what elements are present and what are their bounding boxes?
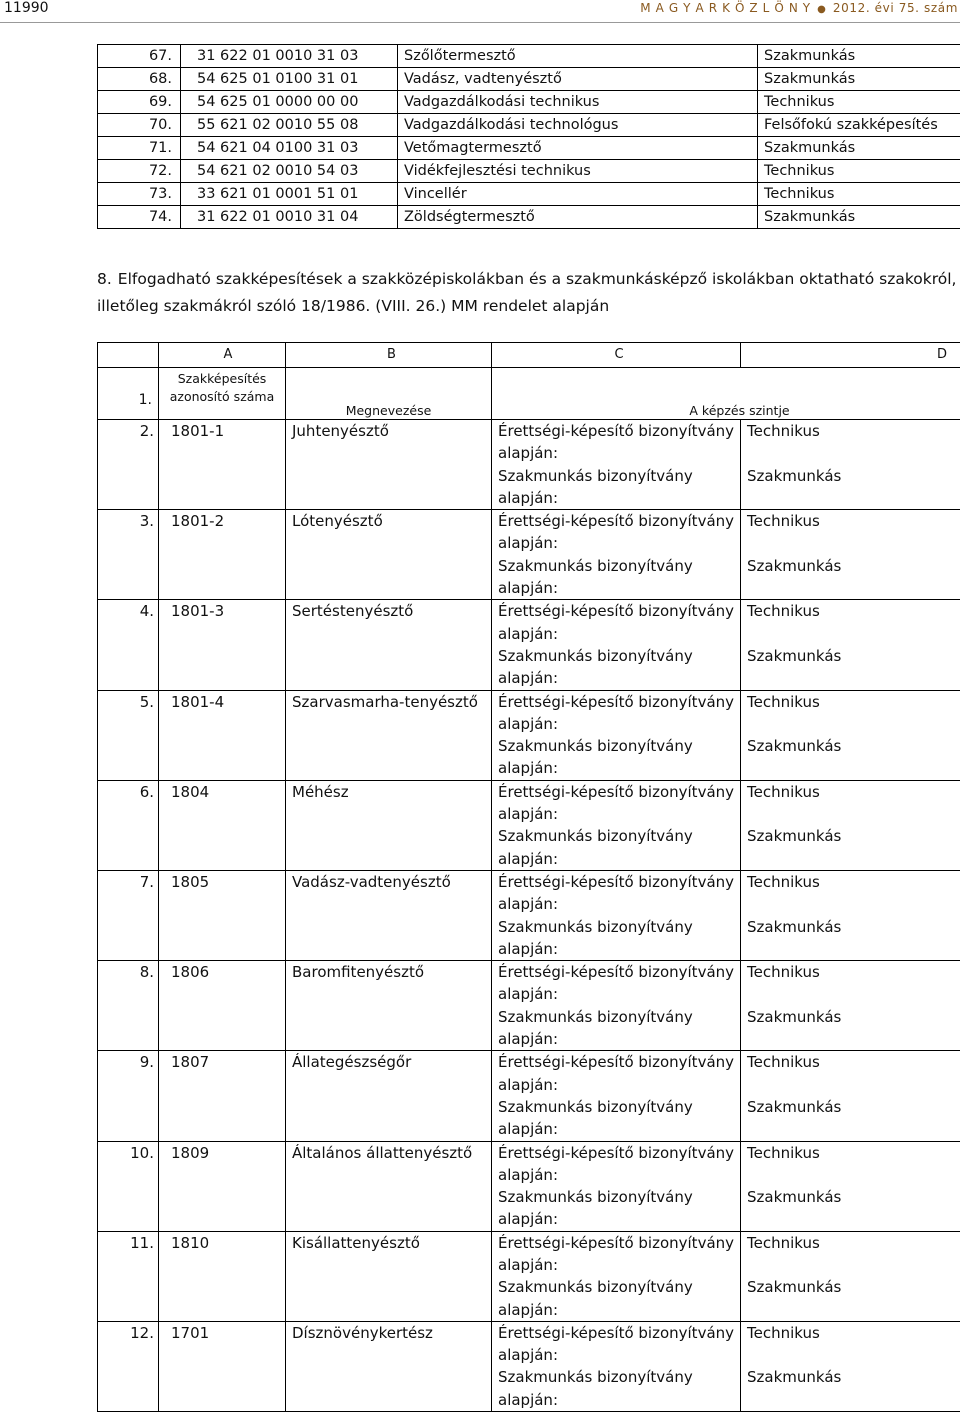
qualification-name: Juhtenyésztő (286, 420, 492, 510)
qualification-code: 54 625 01 0100 31 01 (181, 68, 398, 91)
table1-body (98, 45, 960, 229)
qualification-name: Vadgazdálkodási technikus (398, 91, 758, 114)
qualification-code: 54 621 04 0100 31 03 (181, 137, 398, 160)
column-header-code: Szakképesítés azonosító száma (159, 368, 286, 420)
qualification-code: 1801-3 (159, 600, 286, 690)
prerequisite-skilled-worker: Szakmunkás bizonyítvány alapján: (498, 1366, 740, 1411)
row-number: 70. (98, 114, 181, 137)
prerequisite-cell (492, 420, 741, 510)
prerequisite-cell (492, 1231, 741, 1321)
column-letter-row (98, 343, 960, 368)
level-technician: Technikus (747, 1142, 960, 1187)
section-heading (97, 266, 959, 320)
row-number: 11. (98, 1231, 159, 1321)
qualification-level: Technikus (758, 160, 960, 183)
prerequisite-skilled-worker: Szakmunkás bizonyítvány alapján: (498, 645, 740, 690)
training-level-cell (741, 780, 960, 870)
prerequisite-matura: Érettségi-képesítő bizonyítvány alapján: (498, 1322, 740, 1367)
level-skilled-worker: Szakmunkás (747, 1006, 960, 1051)
qualification-code: 1810 (159, 1231, 286, 1321)
prerequisite-matura: Érettségi-képesítő bizonyítvány alapján: (498, 510, 740, 555)
level-skilled-worker: Szakmunkás (747, 1186, 960, 1231)
table-row (98, 114, 960, 137)
prerequisite-skilled-worker: Szakmunkás bizonyítvány alapján: (498, 1276, 740, 1321)
column-letter-a: A (159, 343, 286, 368)
qualification-level: Szakmunkás (758, 68, 960, 91)
bullet-icon: ● (817, 4, 826, 15)
qualification-code: 55 621 02 0010 55 08 (181, 114, 398, 137)
table-row (98, 780, 960, 870)
qualification-code: 1804 (159, 780, 286, 870)
column-letter-c: C (492, 343, 741, 368)
header-divider (0, 22, 960, 23)
level-technician: Technikus (747, 420, 960, 465)
row-number: 7. (98, 870, 159, 960)
qualification-level: Szakmunkás (758, 137, 960, 160)
qualification-level: Technikus (758, 183, 960, 206)
qualification-name: Kisállattenyésztő (286, 1231, 492, 1321)
qualification-name: Vidékfejlesztési technikus (398, 160, 758, 183)
prerequisite-skilled-worker: Szakmunkás bizonyítvány alapján: (498, 735, 740, 780)
qualification-code: 1801-4 (159, 690, 286, 780)
prerequisite-skilled-worker: Szakmunkás bizonyítvány alapján: (498, 1096, 740, 1141)
row-number: 5. (98, 690, 159, 780)
table-row (98, 45, 960, 68)
prerequisite-cell (492, 600, 741, 690)
table-row (98, 690, 960, 780)
qualification-name: Zöldségtermesztő (398, 206, 758, 229)
qualification-code: 1701 (159, 1321, 286, 1411)
row-number: 4. (98, 600, 159, 690)
table-row (98, 1141, 960, 1231)
qualification-code: 1805 (159, 870, 286, 960)
column-letter-b: B (286, 343, 492, 368)
table-row (98, 1321, 960, 1411)
table2-body (98, 343, 960, 1412)
row-number: 2. (98, 420, 159, 510)
level-skilled-worker: Szakmunkás (747, 1366, 960, 1411)
prerequisite-matura: Érettségi-képesítő bizonyítvány alapján: (498, 781, 740, 826)
qualification-name: Szarvasmarha-tenyésztő (286, 690, 492, 780)
prerequisite-skilled-worker: Szakmunkás bizonyítvány alapján: (498, 916, 740, 961)
row-number: 10. (98, 1141, 159, 1231)
table-row (98, 206, 960, 229)
level-technician: Technikus (747, 510, 960, 555)
prerequisite-cell (492, 780, 741, 870)
training-level-cell (741, 510, 960, 600)
prerequisite-cell (492, 870, 741, 960)
training-level-cell (741, 420, 960, 510)
prerequisite-matura: Érettségi-képesítő bizonyítvány alapján: (498, 420, 740, 465)
table-row (98, 1231, 960, 1321)
row-number: 73. (98, 183, 181, 206)
row-number: 69. (98, 91, 181, 114)
letter-corner-cell (98, 343, 159, 368)
training-level-cell (741, 1141, 960, 1231)
qualification-code: 1807 (159, 1051, 286, 1141)
row-number: 71. (98, 137, 181, 160)
prerequisite-matura: Érettségi-képesítő bizonyítvány alapján: (498, 871, 740, 916)
qualification-name: Állategészségőr (286, 1051, 492, 1141)
table-row (98, 137, 960, 160)
training-level-cell (741, 1051, 960, 1141)
qualification-name: Vetőmagtermesztő (398, 137, 758, 160)
prerequisite-skilled-worker: Szakmunkás bizonyítvány alapján: (498, 1186, 740, 1231)
qualification-name: Baromfitenyésztő (286, 961, 492, 1051)
qualification-code: 1806 (159, 961, 286, 1051)
qualification-table-continued (97, 44, 960, 229)
table-row (98, 1051, 960, 1141)
issue-label: 2012. évi 75. szám (833, 1, 958, 15)
table-row (98, 870, 960, 960)
qualification-name: Méhész (286, 780, 492, 870)
table-row (98, 160, 960, 183)
header-row-number: 1. (98, 368, 159, 420)
prerequisite-matura: Érettségi-képesítő bizonyítvány alapján: (498, 1142, 740, 1187)
row-number: 74. (98, 206, 181, 229)
qualification-code: 31 622 01 0010 31 03 (181, 45, 398, 68)
qualification-code: 1801-2 (159, 510, 286, 600)
prerequisite-cell (492, 1051, 741, 1141)
table-row (98, 600, 960, 690)
row-number: 8. (98, 961, 159, 1051)
qualification-name: Általános állattenyésztő (286, 1141, 492, 1231)
qualification-level: Szakmunkás (758, 206, 960, 229)
prerequisite-matura: Érettségi-képesítő bizonyítvány alapján: (498, 600, 740, 645)
column-header-level: A képzés szintje (492, 368, 960, 420)
qualification-name: Vadgazdálkodási technológus (398, 114, 758, 137)
qualification-name: Vadász-vadtenyésztő (286, 870, 492, 960)
qualification-code: 1809 (159, 1141, 286, 1231)
section-text: Elfogadható szakképesítések a szakközépiskolákban és a szakmunkásképző iskolákban oktatható szakokról, illetőleg szakmákról szóló 18/1986. (VIII. 26.) MM rendelet alapján (97, 270, 956, 315)
table-row (98, 961, 960, 1051)
accepted-qualifications-table (97, 342, 960, 1412)
level-technician: Technikus (747, 781, 960, 826)
row-number: 12. (98, 1321, 159, 1411)
qualification-name: Vadász, vadtenyésztő (398, 68, 758, 91)
qualification-code: 1801-1 (159, 420, 286, 510)
level-technician: Technikus (747, 691, 960, 736)
prerequisite-skilled-worker: Szakmunkás bizonyítvány alapján: (498, 1006, 740, 1051)
prerequisite-skilled-worker: Szakmunkás bizonyítvány alapján: (498, 465, 740, 510)
prerequisite-matura: Érettségi-képesítő bizonyítvány alapján: (498, 1232, 740, 1277)
page-number: 11990 (4, 0, 49, 16)
qualification-code: 33 621 01 0001 51 01 (181, 183, 398, 206)
qualification-name: Sertéstenyésztő (286, 600, 492, 690)
row-number: 6. (98, 780, 159, 870)
level-skilled-worker: Szakmunkás (747, 1096, 960, 1141)
column-header-row (98, 368, 960, 420)
table-row (98, 510, 960, 600)
qualification-name: Vincellér (398, 183, 758, 206)
level-skilled-worker: Szakmunkás (747, 1276, 960, 1321)
training-level-cell (741, 690, 960, 780)
row-number: 72. (98, 160, 181, 183)
training-level-cell (741, 1231, 960, 1321)
prerequisite-matura: Érettségi-képesítő bizonyítvány alapján: (498, 961, 740, 1006)
training-level-cell (741, 870, 960, 960)
level-skilled-worker: Szakmunkás (747, 465, 960, 510)
table-row (98, 420, 960, 510)
row-number: 68. (98, 68, 181, 91)
prerequisite-cell (492, 1321, 741, 1411)
training-level-cell (741, 961, 960, 1051)
qualification-name: Szőlőtermesztő (398, 45, 758, 68)
level-skilled-worker: Szakmunkás (747, 735, 960, 780)
qualification-code: 54 625 01 0000 00 00 (181, 91, 398, 114)
table-row (98, 183, 960, 206)
qualification-level: Felsőfokú szakképesítés (758, 114, 960, 137)
level-technician: Technikus (747, 1051, 960, 1096)
table-row (98, 68, 960, 91)
prerequisite-matura: Érettségi-képesítő bizonyítvány alapján: (498, 691, 740, 736)
qualification-level: Szakmunkás (758, 45, 960, 68)
qualification-name: Dísznövénykertész (286, 1321, 492, 1411)
prerequisite-cell (492, 510, 741, 600)
section-number: 8. (97, 270, 112, 288)
training-level-cell (741, 600, 960, 690)
training-level-cell (741, 1321, 960, 1411)
journal-title: M A G Y A R K Ö Z L Ö N Y (640, 1, 810, 15)
level-technician: Technikus (747, 600, 960, 645)
row-number: 9. (98, 1051, 159, 1141)
level-skilled-worker: Szakmunkás (747, 645, 960, 690)
journal-header (640, 1, 958, 15)
row-number: 67. (98, 45, 181, 68)
prerequisite-matura: Érettségi-képesítő bizonyítvány alapján: (498, 1051, 740, 1096)
level-skilled-worker: Szakmunkás (747, 916, 960, 961)
qualification-code: 31 622 01 0010 31 04 (181, 206, 398, 229)
level-technician: Technikus (747, 1322, 960, 1367)
row-number: 3. (98, 510, 159, 600)
level-skilled-worker: Szakmunkás (747, 555, 960, 600)
column-letter-d: D (741, 343, 960, 368)
qualification-level: Technikus (758, 91, 960, 114)
prerequisite-skilled-worker: Szakmunkás bizonyítvány alapján: (498, 825, 740, 870)
prerequisite-cell (492, 961, 741, 1051)
table-row (98, 91, 960, 114)
qualification-code: 54 621 02 0010 54 03 (181, 160, 398, 183)
prerequisite-cell (492, 690, 741, 780)
column-header-name: Megnevezése (286, 368, 492, 420)
page-header (0, 0, 960, 24)
level-technician: Technikus (747, 871, 960, 916)
level-technician: Technikus (747, 1232, 960, 1277)
level-skilled-worker: Szakmunkás (747, 825, 960, 870)
prerequisite-skilled-worker: Szakmunkás bizonyítvány alapján: (498, 555, 740, 600)
level-technician: Technikus (747, 961, 960, 1006)
prerequisite-cell (492, 1141, 741, 1231)
qualification-name: Lótenyésztő (286, 510, 492, 600)
